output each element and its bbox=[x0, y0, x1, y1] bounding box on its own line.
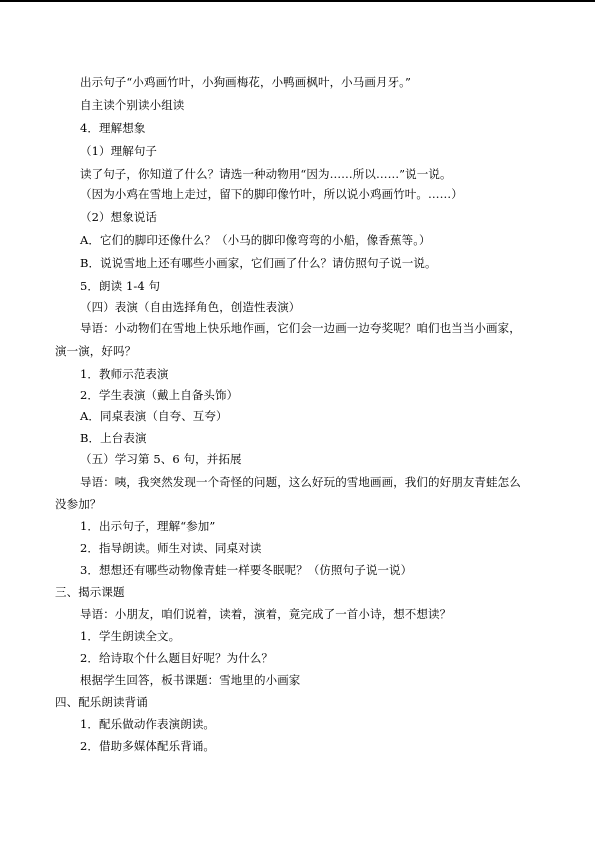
text-line: 3．想想还有哪些动物像青蛙一样要冬眠呢？（仿照句子说一说） bbox=[80, 563, 413, 577]
text-line: 导语：小动物们在雪地上快乐地作画，它们会一边画一边夸奖呢？咱们也当当小画家， bbox=[80, 321, 521, 335]
text-line: 根据学生回答，板书课题：雪地里的小画家 bbox=[80, 673, 301, 687]
text-line: （因为小鸡在雪地上走过，留下的脚印像竹叶，所以说小鸡画竹叶。……） bbox=[80, 187, 463, 201]
text-line: 四、配乐朗读背诵 bbox=[55, 695, 148, 709]
text-line: B．上台表演 bbox=[80, 431, 147, 445]
text-line: （四）表演（自由选择角色，创造性表演） bbox=[80, 300, 301, 314]
text-line: B．说说雪地上还有哪些小画家，它们画了什么？请仿照句子说一说。 bbox=[80, 256, 437, 270]
text-line: 4．理解想象 bbox=[80, 121, 146, 135]
text-line: 自主读个别读小组读 bbox=[80, 98, 185, 112]
text-line: 读了句子，你知道了什么？请选一种动物用“因为……所以……”说一说。 bbox=[80, 167, 452, 181]
text-line: 2．指导朗读。师生对读、同桌对读 bbox=[80, 541, 262, 555]
text-line: 2．借助多媒体配乐背诵。 bbox=[80, 739, 216, 753]
text-line: 1．学生朗读全文。 bbox=[80, 629, 181, 643]
text-line: 2．给诗取个什么题目好呢？为什么？ bbox=[80, 651, 274, 665]
text-line: 1．出示句子，理解“参加” bbox=[80, 519, 216, 533]
text-line: 没参加？ bbox=[55, 497, 102, 511]
text-line: （1）理解句子 bbox=[80, 144, 158, 158]
text-line: A．同桌表演（自夸、互夸） bbox=[80, 409, 228, 423]
text-line: 导语：小朋友，咱们说着，读着，演着，竟完成了一首小诗，想不想读？ bbox=[80, 607, 452, 621]
text-line: 出示句子“小鸡画竹叶，小狗画梅花，小鸭画枫叶，小马画月牙。” bbox=[80, 75, 412, 89]
text-line: 导语：咦，我突然发现一个奇怪的问题，这么好玩的雪地画画，我们的好朋友青蛙怎么 bbox=[80, 475, 521, 489]
text-line: 1．配乐做动作表演朗读。 bbox=[80, 717, 216, 731]
text-line: 2．学生表演（戴上自备头饰） bbox=[80, 388, 239, 402]
text-line: 1．教师示范表演 bbox=[80, 367, 169, 381]
text-line: 5．朗读 1-4 句 bbox=[80, 279, 161, 293]
text-line: 演一演，好吗？ bbox=[55, 344, 137, 358]
header-rule bbox=[0, 0, 595, 2]
text-line: A．它们的脚印还像什么？（小马的脚印像弯弯的小船，像香蕉等。） bbox=[80, 233, 431, 247]
text-line: （五）学习第 5、6 句，并拓展 bbox=[80, 452, 242, 466]
text-line: （2）想象说话 bbox=[80, 210, 158, 224]
text-line: 三、揭示课题 bbox=[55, 585, 125, 599]
